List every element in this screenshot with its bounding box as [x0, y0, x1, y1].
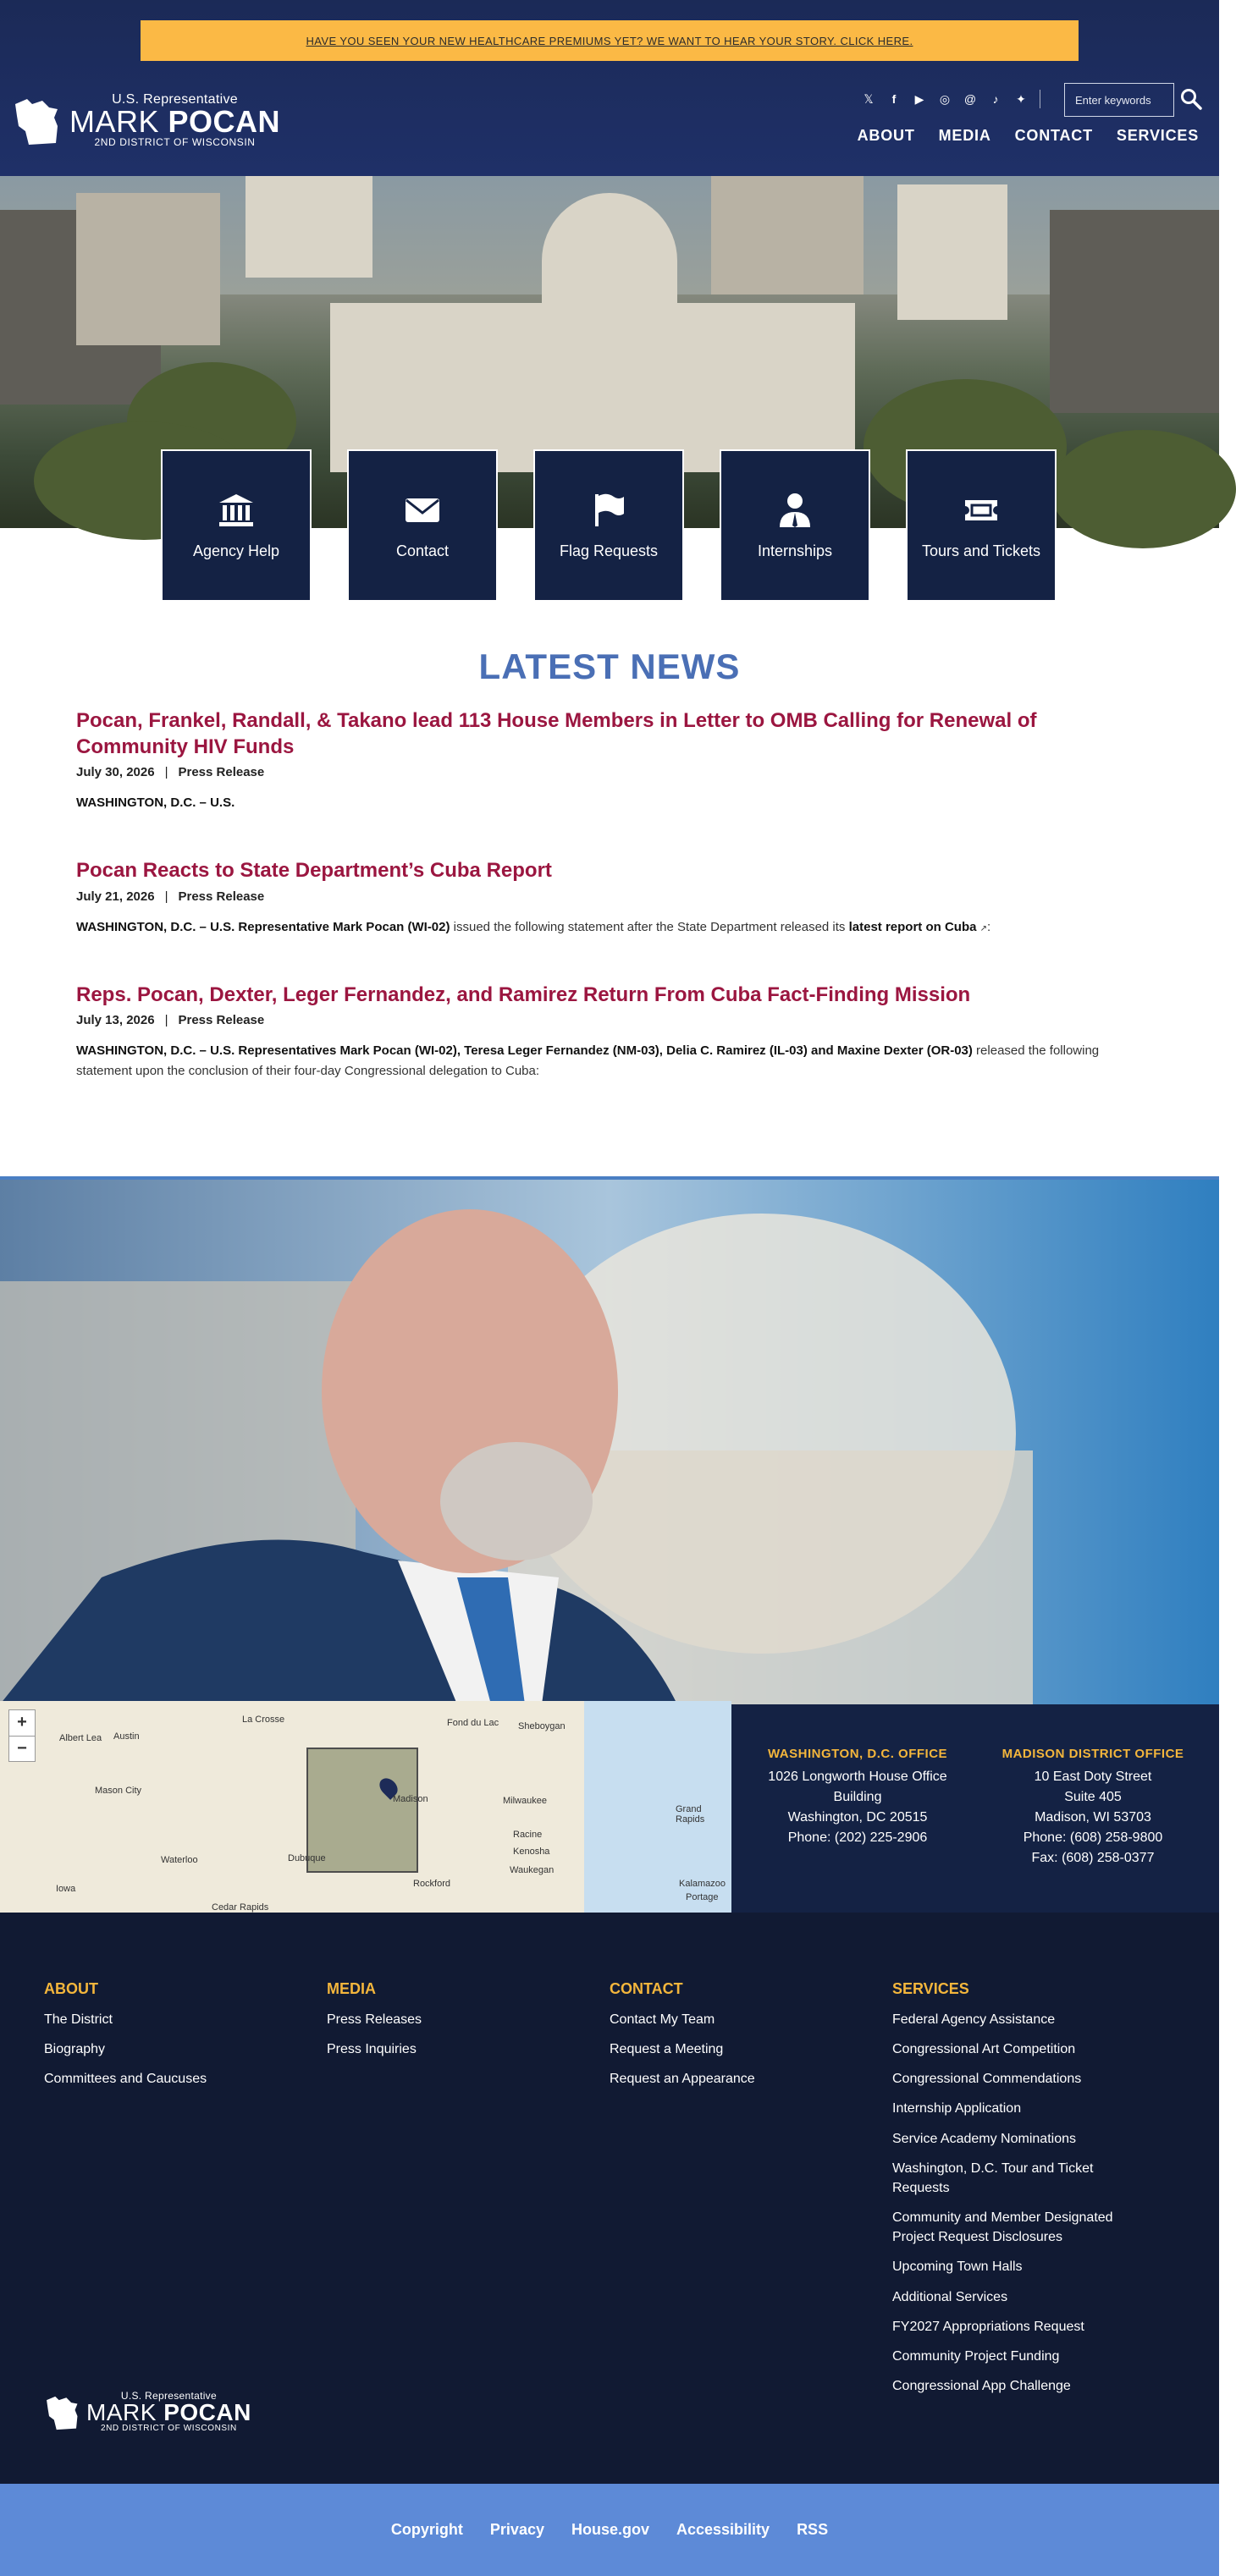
- map-label: Mason City: [95, 1785, 142, 1796]
- district-map[interactable]: [0, 1701, 731, 1913]
- footer-link[interactable]: Press Inquiries: [327, 2041, 417, 2056]
- office-phone: Phone: (608) 258-9800: [1023, 1830, 1163, 1846]
- external-link-icon: ↗: [979, 923, 988, 933]
- legal-links: [0, 2484, 1219, 2576]
- office-address-line: Washington, DC 20515: [787, 1810, 928, 1825]
- service-label: Agency Help: [192, 542, 280, 559]
- alert-banner[interactable]: [141, 20, 1079, 61]
- service-label: Contact: [395, 542, 450, 559]
- office-madison: [984, 1745, 1202, 1913]
- cuba-report-link[interactable]: latest report on Cuba: [848, 919, 977, 934]
- legal-link-house-gov[interactable]: House.gov: [571, 2521, 649, 2539]
- map-label: Grand Rapids: [676, 1803, 705, 1825]
- nav-contact[interactable]: CONTACT: [1014, 127, 1093, 144]
- map-label: Albert Lea: [59, 1732, 102, 1743]
- news-meta: [76, 765, 1143, 779]
- meta-separator: |: [164, 1012, 168, 1027]
- news-title[interactable]: Pocan, Frankel, Randall, & Takano lead 113 House Members in Letter to OMB Calling for Renewal of Community HIV Funds: [76, 709, 1037, 759]
- logo-title: U.S. Representative: [112, 92, 238, 107]
- legal-link-rss[interactable]: RSS: [797, 2521, 829, 2539]
- news-date: July 13, 2026: [76, 1012, 155, 1027]
- news-meta: [76, 889, 1143, 904]
- news-title[interactable]: Pocan Reacts to State Department’s Cuba Report: [76, 859, 552, 883]
- logo-district: 2ND DISTRICT OF WISCONSIN: [100, 2424, 237, 2434]
- footer-heading: SERVICES: [892, 1979, 969, 1997]
- news-excerpt: WASHINGTON, D.C. – U.S.: [76, 795, 235, 811]
- map-label: Rockford: [413, 1878, 451, 1889]
- service-label: Internships: [757, 542, 833, 559]
- office-locations: [731, 1701, 1219, 1913]
- map-label: Milwaukee: [503, 1795, 547, 1806]
- bank-icon: [218, 492, 255, 529]
- map-label: Kalamazoo: [679, 1878, 726, 1889]
- meta-separator: |: [164, 765, 168, 780]
- office-address-line: 1026 Longworth House Office Building: [768, 1770, 947, 1805]
- footer-col-media: [327, 1980, 610, 2407]
- footer-link[interactable]: Request a Meeting: [610, 2041, 724, 2056]
- footer-heading: CONTACT: [610, 1979, 683, 1997]
- bluesky-icon[interactable]: ✦: [1016, 91, 1026, 106]
- office-address-line: Suite 405: [1064, 1790, 1122, 1805]
- site-footer: [0, 1913, 1219, 2485]
- youtube-icon[interactable]: ▶: [914, 91, 924, 106]
- map-label: Racine: [513, 1829, 543, 1840]
- footer-link[interactable]: Biography: [44, 2041, 106, 2056]
- footer-link[interactable]: Committees and Caucuses: [44, 2072, 207, 2087]
- nav-services[interactable]: SERVICES: [1116, 127, 1199, 144]
- site-header: [0, 0, 1219, 176]
- map-label: Portage: [686, 1891, 719, 1902]
- news-type: Press Release: [178, 765, 265, 780]
- portrait-illustration: [0, 1180, 1219, 1704]
- service-label: Tours and Tickets: [921, 542, 1041, 559]
- footer-link[interactable]: Internship Application: [892, 2101, 1022, 2116]
- news-item: [76, 982, 1143, 1082]
- map-label: Sheboygan: [518, 1720, 566, 1731]
- news-type: Press Release: [178, 1012, 265, 1027]
- footer-link[interactable]: Congressional App Challenge: [892, 2379, 1071, 2394]
- footer-link[interactable]: Federal Agency Assistance: [892, 2012, 1056, 2027]
- threads-icon[interactable]: @: [963, 92, 977, 106]
- service-label: Flag Requests: [559, 542, 659, 559]
- footer-link[interactable]: Washington, D.C. Tour and Ticket Requests: [892, 2160, 1094, 2195]
- instagram-icon[interactable]: ◎: [939, 91, 951, 106]
- hero-area: [0, 0, 1219, 559]
- footer-link[interactable]: Contact My Team: [610, 2012, 715, 2027]
- map-label: Waterloo: [161, 1854, 198, 1865]
- footer-link[interactable]: Congressional Art Competition: [892, 2041, 1076, 2056]
- footer-col-contact: [610, 1980, 892, 2407]
- nav-about[interactable]: ABOUT: [857, 127, 915, 144]
- map-label: Dubuque: [288, 1852, 326, 1863]
- office-address-line: Madison, WI 53703: [1035, 1810, 1151, 1825]
- map-label: Cedar Rapids: [212, 1902, 269, 1913]
- legal-link-copyright[interactable]: Copyright: [390, 2521, 463, 2539]
- search-icon[interactable]: [1180, 88, 1202, 110]
- footer-link[interactable]: Request an Appearance: [610, 2072, 755, 2087]
- person-icon: [776, 492, 814, 529]
- map-label: Austin: [113, 1731, 140, 1742]
- map-label: La Crosse: [242, 1714, 285, 1725]
- footer-link[interactable]: Service Academy Nominations: [892, 2131, 1076, 2146]
- latest-news-heading: LATEST NEWS: [478, 647, 741, 686]
- office-name: WASHINGTON, D.C. OFFICE: [767, 1746, 948, 1761]
- news-type: Press Release: [178, 889, 265, 904]
- logo-district: 2ND DISTRICT OF WISCONSIN: [94, 136, 256, 148]
- legal-link-privacy[interactable]: Privacy: [489, 2521, 544, 2539]
- map-label: Madison: [393, 1793, 428, 1804]
- map-label: Waukegan: [510, 1864, 555, 1875]
- zoom-in-button[interactable]: +: [17, 1713, 27, 1732]
- footer-link[interactable]: Community and Member Designated Project Request Disclosures: [892, 2210, 1113, 2245]
- envelope-icon: [404, 492, 441, 529]
- nav-media[interactable]: MEDIA: [938, 127, 991, 144]
- news-title[interactable]: Reps. Pocan, Dexter, Leger Fernandez, and Ramirez Return From Cuba Fact-Finding Mission: [76, 983, 971, 1006]
- logo-title: U.S. Representative: [120, 2390, 217, 2403]
- footer-link[interactable]: FY2027 Appropriations Request: [892, 2319, 1084, 2334]
- news-date: July 21, 2026: [76, 889, 155, 904]
- social-links: [862, 90, 1040, 108]
- map-label: Iowa: [56, 1883, 76, 1894]
- footer-heading: MEDIA: [327, 1979, 376, 1997]
- news-excerpt: WASHINGTON, D.C. – U.S. Representative Mark Pocan (WI-02) issued the following statement after the State Department released its latest report on Cuba ↗:: [76, 919, 991, 934]
- logo-name: MARK POCAN: [86, 2399, 251, 2426]
- search-input[interactable]: [1064, 83, 1174, 117]
- main-nav: [858, 127, 1199, 145]
- meta-separator: |: [164, 889, 168, 904]
- footer-link[interactable]: Congressional Commendations: [892, 2072, 1082, 2087]
- office-fax: Fax: (608) 258-0377: [1031, 1851, 1155, 1866]
- tiktok-icon[interactable]: ♪: [992, 92, 999, 106]
- legal-link-accessibility[interactable]: Accessibility: [676, 2521, 770, 2539]
- map-label: Kenosha: [513, 1846, 550, 1857]
- latest-news-section: [0, 528, 1219, 1176]
- footer-link[interactable]: Community Project Funding: [892, 2349, 1060, 2364]
- footer-link[interactable]: The District: [44, 2012, 113, 2027]
- news-excerpt: WASHINGTON, D.C. – U.S. Representatives Mark Pocan (WI-02), Teresa Leger Fernandez (NM-03), Delia C. Ramirez (IL-03) and Maxine Dexter (OR-03) released the following statement upon the conclusion of their four-day Congressional delegation to Cuba:: [76, 1043, 1100, 1078]
- office-name: MADISON DISTRICT OFFICE: [1001, 1746, 1184, 1761]
- map-zoom-controls: [8, 1709, 36, 1762]
- zoom-out-button[interactable]: −: [9, 1736, 35, 1761]
- site-logo[interactable]: [12, 88, 280, 152]
- representative-portrait: [0, 1176, 1219, 1701]
- wisconsin-state-icon: [44, 2392, 81, 2432]
- flag-icon: [590, 492, 627, 529]
- news-item: [76, 857, 1143, 937]
- footer-col-services: [892, 1980, 1175, 2407]
- ticket-icon: [963, 492, 1000, 529]
- wisconsin-state-icon: [12, 92, 63, 148]
- logo-name: MARK POCAN: [69, 104, 281, 139]
- footer-col-about: [44, 1980, 327, 2407]
- footer-link[interactable]: Additional Services: [892, 2289, 1008, 2304]
- x-icon[interactable]: 𝕏: [864, 91, 874, 106]
- footer-columns: [44, 1980, 1175, 2407]
- facebook-icon[interactable]: f: [891, 92, 897, 106]
- map-label: Fond du Lac: [447, 1717, 499, 1728]
- footer-link[interactable]: Upcoming Town Halls: [892, 2260, 1023, 2275]
- office-washington: [748, 1745, 967, 1913]
- news-item: [76, 707, 1143, 813]
- footer-heading: ABOUT: [44, 1979, 98, 1997]
- news-meta: [76, 1013, 1143, 1027]
- map-and-offices: [0, 1701, 1219, 1913]
- office-address-line: 10 East Doty Street: [1034, 1770, 1152, 1785]
- footer-link[interactable]: Press Releases: [327, 2012, 422, 2027]
- alert-link[interactable]: HAVE YOU SEEN YOUR NEW HEALTHCARE PREMIUMS YET? WE WANT TO HEAR YOUR STORY. CLICK HERE.: [306, 34, 913, 47]
- office-phone: Phone: (202) 225-2906: [787, 1830, 928, 1846]
- news-date: July 30, 2026: [76, 765, 155, 780]
